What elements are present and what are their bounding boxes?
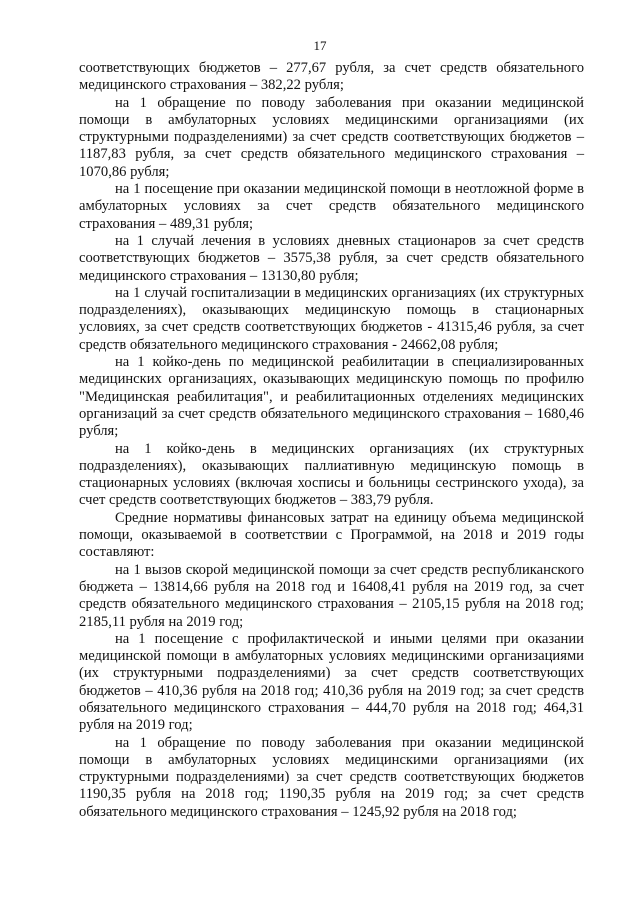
paragraph-11: на 1 обращение по поводу заболевания при оказании медицинской помощи в амбулаторных условиях медицинскими организациями (их структурными подразделениями) за счет средств соответствующих бюджетов 1190,35 рубля на 2018 год; 1190,35 рубля на 2019 год; за счет средств обязательного медицинского страхования – 1245,92 рубля на 2018 год; <box>79 734 584 820</box>
paragraph-2: на 1 обращение по поводу заболевания при оказании медицинской помощи в амбулаторных условиях медицинскими организациями (их структурными подразделениями) за счет средств соответствующих бюджетов – 1187,83 рубля, за счет средств обязательного медицинского страхования – 1070,86 рубля; <box>79 94 584 180</box>
paragraph-8: Средние нормативы финансовых затрат на единицу объема медицинской помощи, оказываемой в соответствии с Программой, на 2018 и 2019 годы составляют: <box>79 509 584 561</box>
paragraph-10: на 1 посещение с профилактической и иными целями при оказании медицинской помощи в амбулаторных условиях медицинскими организациями (их структурными подразделениями) за счет средств соответствующих бюджетов – 410,36 рубля на 2018 год; 410,36 рубля на 2019 год; за счет средств обязательного медицинского страхования – 444,70 рубля на 2018 год; 464,31 рубля на 2019 год; <box>79 630 584 734</box>
document-body <box>79 60 584 821</box>
paragraph-5: на 1 случай госпитализации в медицинских организациях (их структурных подразделениях), оказывающих медицинскую помощь в стационарных условиях, за счет средств соответствующих бюджетов - 41315,46 рубля, за счет средств обязательного медицинского страхования - 24662,08 рубля; <box>79 284 584 353</box>
paragraph-4: на 1 случай лечения в условиях дневных стационаров за счет средств соответствующих бюджетов – 3575,38 рубля, за счет средств обязательного медицинского страхования – 13130,80 рубля; <box>79 232 584 284</box>
paragraph-9: на 1 вызов скорой медицинской помощи за счет средств республиканского бюджета – 13814,66 рубля на 2018 год и 16408,41 рубля на 2019 год, за счет средств обязательного медицинского страхования – 2105,15 рубля на 2018 год; 2185,11 рубля на 2019 год; <box>79 561 584 630</box>
paragraph-1: соответствующих бюджетов – 277,67 рубля, за счет средств обязательного медицинского страхования – 382,22 рубля; <box>79 60 584 94</box>
paragraph-7: на 1 койко-день в медицинских организациях (их структурных подразделениях), оказывающих паллиативную медицинскую помощь в стационарных условиях (включая хосписы и больницы сестринского ухода), за счет средств соответствующих бюджетов – 383,79 рубля. <box>79 440 584 509</box>
page-number: 17 <box>313 38 327 53</box>
paragraph-3: на 1 посещение при оказании медицинской помощи в неотложной форме в амбулаторных условиях за счет средств обязательного медицинского страхования – 489,31 рубля; <box>79 181 584 232</box>
paragraph-6: на 1 койко-день по медицинской реабилитации в специализированных медицинских организациях, оказывающих медицинскую помощь по профилю "Медицинская реабилитация", и реабилитационных отделениях медицинских организаций за счет средств обязательного медицинского страхования – 1680,46 рубля; <box>79 354 584 440</box>
